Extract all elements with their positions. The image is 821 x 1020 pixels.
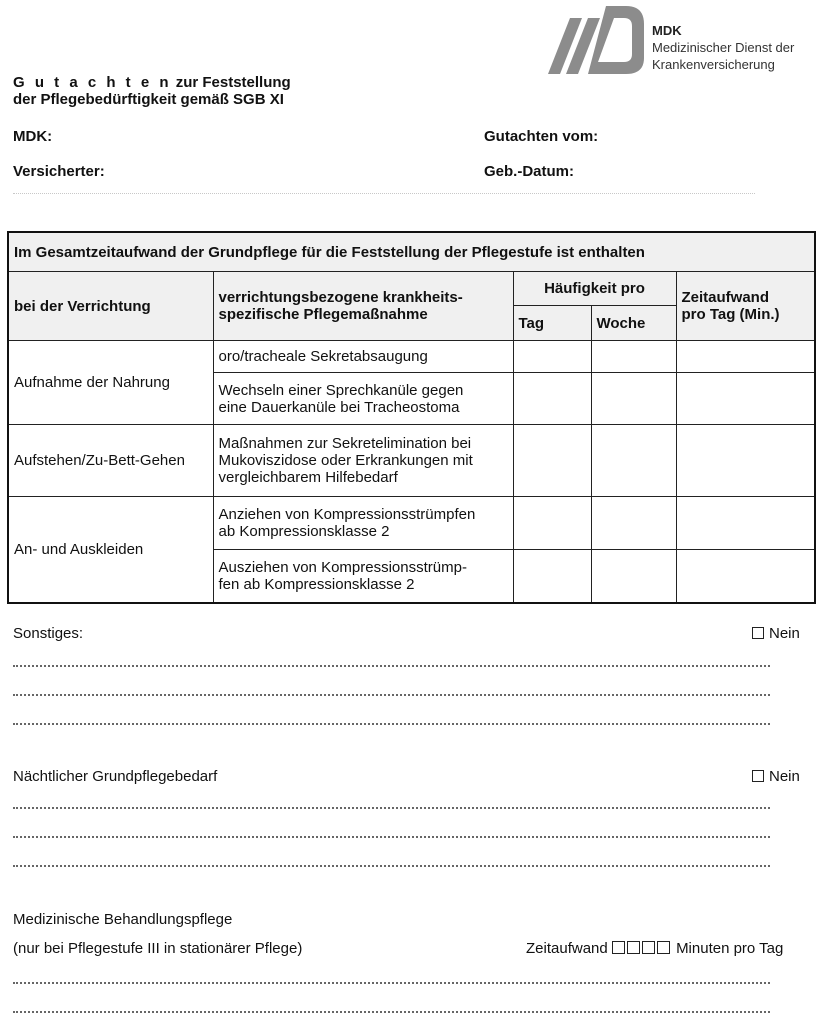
table-title: Im Gesamtzeitaufwand der Grundpflege für die Feststellung der Pflegestufe ist enthalten <box>8 232 815 272</box>
massnahme-cell <box>213 497 513 550</box>
title-rest: zur Feststellung <box>175 74 291 91</box>
zeit-cell[interactable] <box>676 550 815 603</box>
title-spaced: G u t a c h t e n <box>13 74 172 91</box>
logo-brand: MDK <box>652 23 682 38</box>
mdk-logo-icon <box>548 6 644 76</box>
table-row <box>8 341 815 373</box>
pflege-table <box>7 231 816 604</box>
zeit-cell[interactable] <box>676 373 815 425</box>
col-massnahme <box>213 272 513 341</box>
woche-cell[interactable] <box>591 373 676 425</box>
fill-line[interactable] <box>13 982 770 984</box>
col-zeit-line1: Zeitaufwand <box>681 289 770 306</box>
table-title-row <box>8 232 815 272</box>
fill-line[interactable] <box>13 1011 770 1013</box>
zeitaufwand-prefix: Zeitaufwand <box>526 940 608 957</box>
col-haeufigkeit: Häufigkeit pro <box>513 272 676 306</box>
massnahme-line: Wechseln einer Sprechkanüle gegen <box>218 381 464 399</box>
col-zeit-line2: pro Tag (Min.) <box>681 306 780 323</box>
col-massnahme-line2: spezifische Pflegemaßnahme <box>218 306 428 323</box>
sonstiges-nein-option[interactable] <box>752 625 800 642</box>
tag-cell[interactable] <box>513 550 591 603</box>
col-verrichtung: bei der Verrichtung <box>8 272 213 341</box>
sonstiges-nein-label: Nein <box>769 625 800 642</box>
digit-box-icon[interactable] <box>612 941 625 954</box>
digit-box-icon[interactable] <box>642 941 655 954</box>
massnahme-line: ab Kompressionsklasse 2 <box>218 523 390 540</box>
woche-cell[interactable] <box>591 341 676 373</box>
zeitaufwand-suffix: Minuten pro Tag <box>676 940 784 957</box>
versicherter-label: Versicherter: <box>13 163 105 180</box>
massnahme-cell <box>213 550 513 603</box>
tag-cell[interactable] <box>513 425 591 497</box>
tag-cell[interactable] <box>513 341 591 373</box>
woche-cell[interactable] <box>591 497 676 550</box>
massnahme-line: Maßnahmen zur Sekretelimination bei <box>218 435 472 452</box>
fill-line[interactable] <box>13 836 770 838</box>
sonstiges-label: Sonstiges: <box>13 625 84 642</box>
massnahme-cell <box>213 373 513 425</box>
verrichtung-cell: Aufnahme der Nahrung <box>8 341 213 425</box>
table-header-row <box>8 272 815 306</box>
zeit-cell[interactable] <box>676 497 815 550</box>
document-subtitle: der Pflegebedürftigkeit gemäß SGB XI <box>13 91 284 108</box>
verrichtung-cell: Aufstehen/Zu-Bett-Gehen <box>8 425 213 497</box>
massnahme-line: vergleichbarem Hilfebedarf <box>218 469 398 486</box>
zeitaufwand-field <box>526 940 783 957</box>
logo-line1: Medizinischer Dienst der <box>652 40 795 55</box>
woche-cell[interactable] <box>591 550 676 603</box>
massnahme-line: oro/tracheale Sekretabsaugung <box>218 348 428 365</box>
behandlung-note: (nur bei Pflegestufe III in stationärer Pflege) <box>13 940 303 957</box>
checkbox-icon[interactable] <box>752 770 764 782</box>
col-woche: Woche <box>591 306 676 341</box>
geb-datum-label: Geb.-Datum: <box>484 163 574 180</box>
document-title <box>13 74 291 91</box>
col-zeitaufwand <box>676 272 815 341</box>
behandlung-label: Medizinische Behandlungspflege <box>13 911 233 928</box>
massnahme-line: Anziehen von Kompressionsstrümpfen <box>218 506 476 523</box>
tag-cell[interactable] <box>513 497 591 550</box>
zeit-cell[interactable] <box>676 341 815 373</box>
woche-cell[interactable] <box>591 425 676 497</box>
naechtlich-nein-label: Nein <box>769 768 800 785</box>
naechtlich-nein-option[interactable] <box>752 768 800 785</box>
fill-line[interactable] <box>13 665 770 667</box>
col-tag: Tag <box>513 306 591 341</box>
gutachten-vom-label: Gutachten vom: <box>484 128 599 145</box>
fill-line[interactable] <box>13 807 770 809</box>
table-row <box>8 425 815 497</box>
fill-line[interactable] <box>13 865 770 867</box>
digit-box-icon[interactable] <box>627 941 640 954</box>
fill-line[interactable] <box>13 723 770 725</box>
massnahme-line: Ausziehen von Kompressionsstrümp- <box>218 558 467 576</box>
logo-text <box>652 22 794 73</box>
fill-line[interactable] <box>13 694 770 696</box>
tag-cell[interactable] <box>513 373 591 425</box>
table-row <box>8 497 815 550</box>
naechtlich-label: Nächtlicher Grundpflegebedarf <box>13 768 218 785</box>
massnahme-cell <box>213 425 513 497</box>
logo-line2: Krankenversicherung <box>652 57 775 72</box>
digit-box-icon[interactable] <box>657 941 670 954</box>
massnahme-line: fen ab Kompressionsklasse 2 <box>218 575 415 593</box>
massnahme-line: eine Dauerkanüle bei Tracheostoma <box>218 398 460 416</box>
verrichtung-cell: An- und Auskleiden <box>8 497 213 603</box>
massnahme-line: Mukoviszidose oder Erkrankungen mit <box>218 452 473 469</box>
massnahme-cell <box>213 341 513 373</box>
col-massnahme-line1: verrichtungsbezogene krankheits- <box>218 289 463 306</box>
checkbox-icon[interactable] <box>752 627 764 639</box>
zeit-cell[interactable] <box>676 425 815 497</box>
header-divider <box>13 193 755 194</box>
mdk-label: MDK: <box>13 128 53 145</box>
